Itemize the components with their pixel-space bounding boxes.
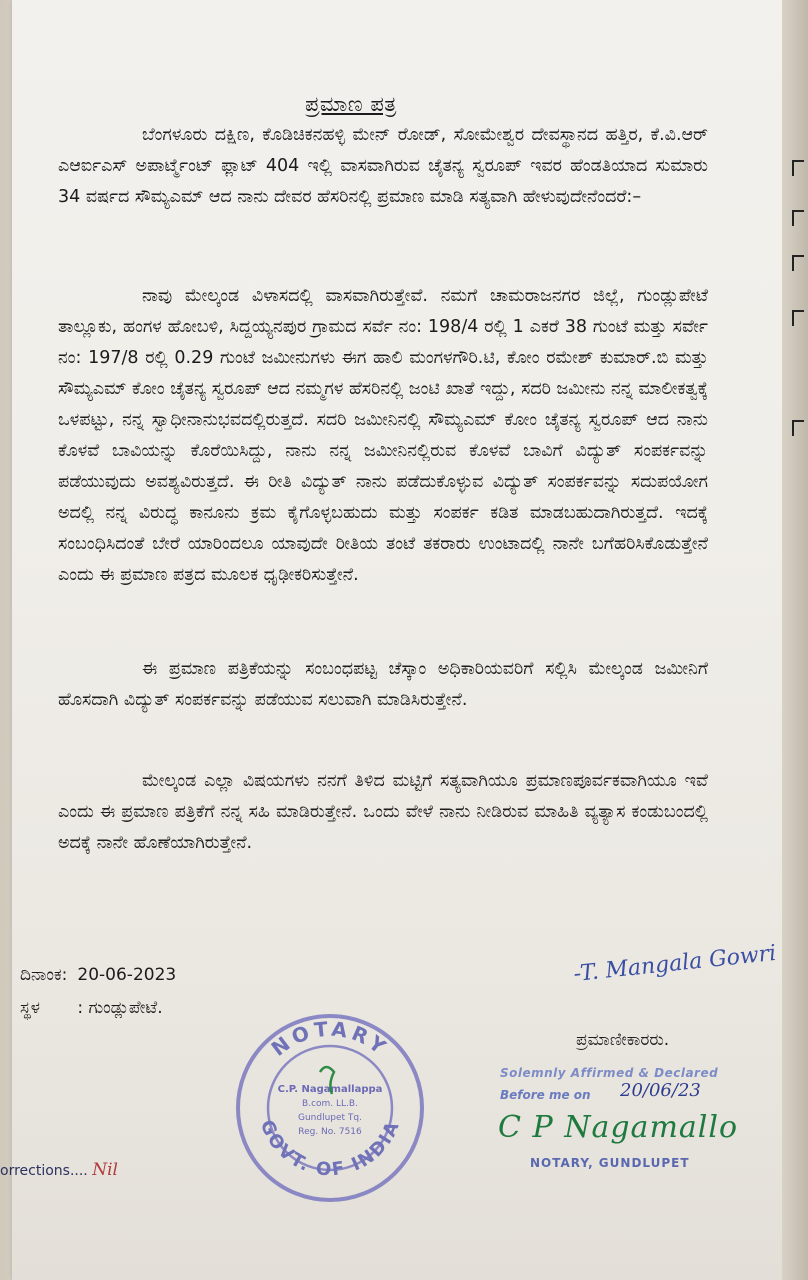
notary-signature: C P Nagamallo bbox=[498, 1110, 739, 1145]
stamp-degree: B.com. LL.B. bbox=[302, 1099, 358, 1109]
place-line bbox=[20, 998, 163, 1018]
corrections-label: orrections.... bbox=[0, 1163, 88, 1179]
date-line bbox=[20, 965, 176, 985]
date-value: 20-06-2023 bbox=[77, 965, 177, 985]
place-value: : ಗುಂಡ್ಲುಪೇಟೆ. bbox=[77, 998, 163, 1018]
place-label: ಸ್ಥಳ bbox=[20, 998, 40, 1018]
deponent-signature: -T. Mangala Gowri bbox=[572, 940, 778, 987]
svg-text:NOTARY bbox=[267, 1017, 394, 1061]
stamp-place: Gundlupet Tq. bbox=[297, 1113, 363, 1123]
notary-stamp-ring-icon bbox=[230, 1008, 430, 1208]
stamp-name: C.P. Nagamallappa bbox=[277, 1084, 383, 1095]
paragraph-land-details: ನಾವು ಮೇಲ್ಕಂಡ ವಿಳಾಸದಲ್ಲಿ ವಾಸವಾಗಿರುತ್ತೇವೆ. ನಮಗೆ ಚಾಮರಾಜನಗರ ಜಿಲ್ಲೆ, ಗುಂಡ್ಲುಪೇಟೆ ತಾಲ್ಲೂಕು, ಹಂಗಳ ಹೋಬಳಿ, ಸಿದ್ದಯ್ಯನಪುರ ಗ್ರಾಮದ ಸರ್ವೆ ನಂ: 198/4 ರಲ್ಲಿ 1 ಎಕರೆ 38 ಗುಂಟೆ ಮತ್ತು ಸರ್ವೇ ನಂ: 197/8 ರಲ್ಲಿ 0.29 ಗುಂಟೆ ಜಮೀನುಗಳು ಈಗ ಹಾಲಿ ಮಂಗಳಗೌರಿ.ಟಿ, ಕೋಂ ರಮೇಶ್ ಕುಮಾರ್.ಬಿ ಮತ್ತು ಸೌಮ್ಯಎಮ್ ಕೋಂ ಚೈತನ್ಯ ಸ್ವರೂಪ್ ಆದ ನಮ್ಮಗಳ ಹೆಸರಿನಲ್ಲಿ ಜಂಟಿ ಖಾತೆ ಇದ್ದು, ಸದರಿ ಜಮೀನು ನನ್ನ ಮಾಲೀಕತ್ವಕ್ಕೆ ಒಳಪಟ್ಟು, ನನ್ನ ಸ್ವಾಧೀನಾನುಭವದಲ್ಲಿರುತ್ತದೆ. ಸದರಿ ಜಮೀನಿನಲ್ಲಿ ಸೌಮ್ಯಎಮ್ ಕೋಂ ಚೈತನ್ಯ ಸ್ವರೂಪ್ ಆದ ನಾನು ಕೊಳವೆ ಬಾವಿಯನ್ನು ಕೊರೆಯಿಸಿದ್ದು, ನಾನು ನನ್ನ ಜಮೀನಿನಲ್ಲಿರುವ ಕೊಳವೆ ಬಾವಿಗೆ ವಿದ್ಯುತ್ ಸಂಪರ್ಕವನ್ನು ಪಡೆಯುವುದು ಅವಶ್ಯವಿರುತ್ತದೆ. ಈ ರೀತಿ ವಿದ್ಯುತ್ ನಾನು ಪಡೆದುಕೊಳ್ಳುವ ವಿದ್ಯುತ್ ಸಂಪರ್ಕವನ್ನು ಸದುಪಯೋಗ ಅದಲ್ಲಿ ನನ್ನ ವಿರುದ್ಧ ಕಾನೂನು ಕ್ರಮ ಕೈಗೊಳ್ಳಬಹುದು ಮತ್ತು ಸಂಪರ್ಕ ಕಡಿತ ಮಾಡಬಹುದಾಗಿರುತ್ತದೆ. ಇದಕ್ಕೆ ಸಂಬಂಧಿಸಿದಂತೆ ಬೇರೆ ಯಾರಿಂದಲೂ ಯಾವುದೇ ರೀತಿಯ ತಂಟೆ ತಕರಾರು ಉಂಟಾದಲ್ಲಿ ನಾನೇ ಬಗೆಹರಿಸಿಕೊಡುತ್ತೇನೆ ಎಂದು ಈ ಪ್ರಮಾಣ ಪತ್ರದ ಮೂಲಕ ಧೃಢೀಕರಿಸುತ್ತೇನೆ. bbox=[58, 286, 708, 585]
stamp-reg: Reg. No. 7516 bbox=[298, 1127, 362, 1137]
notary-affirmed-text: Solemnly Affirmed & Declared bbox=[500, 1066, 719, 1080]
notary-seal-line: NOTARY, GUNDLUPET bbox=[530, 1156, 690, 1170]
notary-attestation bbox=[500, 1066, 790, 1186]
notary-date: 20/06/23 bbox=[620, 1080, 701, 1101]
corrections-value: Nil bbox=[92, 1160, 118, 1180]
stamp-top-text: NOTARY bbox=[266, 1016, 394, 1061]
date-label: ದಿನಾಂಕ: bbox=[20, 965, 68, 985]
notary-stamp bbox=[230, 1008, 430, 1208]
paragraph-declaration: ಮೇಲ್ಕಂಡ ಎಲ್ಲಾ ವಿಷಯಗಳು ನನಗೆ ತಿಳಿದ ಮಟ್ಟಿಗೆ ಸತ್ಯವಾಗಿಯೂ ಪ್ರಮಾಣಪೂರ್ವಕವಾಗಿಯೂ ಇವೆ ಎಂದು ಈ ಪ್ರಮಾಣ ಪತ್ರಿಕೆಗೆ ನನ್ನ ಸಹಿ ಮಾಡಿರುತ್ತೇನೆ. ಒಂದು ವೇಳೆ ನಾನು ನೀಡಿರುವ ಮಾಹಿತಿ ವ್ಯತ್ಯಾಸ ಕಂಡುಬಂದಲ್ಲಿ ಅದಕ್ಕೆ ನಾನೇ ಹೊಣೆಯಾಗಿರುತ್ತೇನೆ. bbox=[58, 771, 708, 853]
deponent-label: ಪ್ರಮಾಣೀಕಾರರು. bbox=[576, 1030, 670, 1050]
document-title: ಪ್ರಮಾಣ ಪತ್ರ bbox=[305, 92, 397, 116]
paragraph-intro: ಬೆಂಗಳೂರು ದಕ್ಷಿಣ, ಕೊಡಿಚಿಕನಹಳ್ಳಿ ಮೇನ್ ರೋಡ್, ಸೋಮೇಶ್ವರ ದೇವಸ್ಥಾನದ ಹತ್ತಿರ, ಕೆ.ವಿ.ಆರ್ ಎಆರ್ಐಎಸ್ ಅಪಾರ್ಟ್ಮೆಂಟ್ ಫ್ಲಾಟ್ 404 ಇಲ್ಲಿ ವಾಸವಾಗಿರುವ ಚೈತನ್ಯ ಸ್ವರೂಪ್ ಇವರ ಹೆಂಡತಿಯಾದ ಸುಮಾರು 34 ವರ್ಷದ ಸೌಮ್ಯಎಮ್ ಆದ ನಾನು ದೇವರ ಹೆಸರಿನಲ್ಲಿ ಪ್ರಮಾಣ ಮಾಡಿ ಸತ್ಯವಾಗಿ ಹೇಳುವುದೇನೆಂದರೆ:– bbox=[58, 125, 708, 207]
stamp-bottom-text: GOVT. OF INDIA bbox=[255, 1117, 405, 1181]
paragraph-purpose: ಈ ಪ್ರಮಾಣ ಪತ್ರಿಕೆಯನ್ನು ಸಂಬಂಧಪಟ್ಟ ಚೆಸ್ಕಾಂ ಅಧಿಕಾರಿಯವರಿಗೆ ಸಲ್ಲಿಸಿ ಮೇಲ್ಕಂಡ ಜಮೀನಿಗೆ ಹೊಸದಾಗಿ ವಿದ್ಯುತ್ ಸಂಪರ್ಕವನ್ನು ಪಡೆಯುವ ಸಲುವಾಗಿ ಮಾಡಿಸಿರುತ್ತೇನೆ. bbox=[58, 659, 708, 710]
corrections-line bbox=[0, 1160, 118, 1180]
notary-before-text: Before me on bbox=[500, 1088, 591, 1102]
